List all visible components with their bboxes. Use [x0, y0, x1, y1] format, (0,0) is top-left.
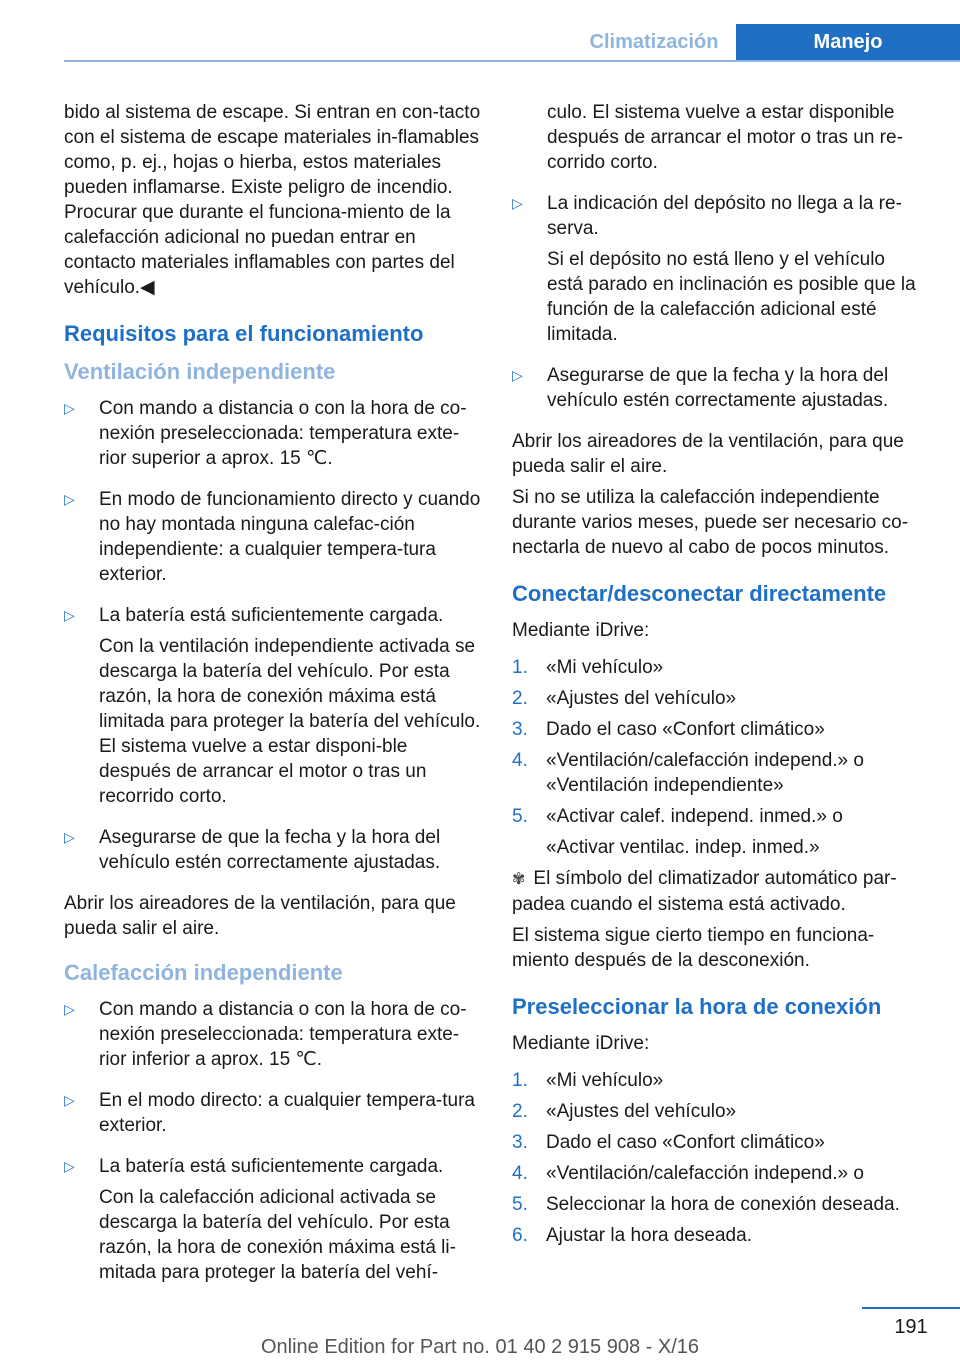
list-item-text: Asegurarse de que la fecha y la hora del vehículo estén correctamente ajustadas. — [547, 365, 889, 411]
paragraph-meses: Si no se utiliza la calefacción independiente durante varios meses, puede ser necesario co-nectarla de nuevo al cabo de pocos minutos. — [512, 487, 909, 558]
list-item — [64, 396, 484, 477]
bullet-triangle-icon: ▷ — [64, 829, 75, 845]
list-item — [64, 1088, 484, 1144]
step-item: 4. «Ventilación/calefacción independ.» o — [512, 1163, 864, 1184]
vent-note: Abrir los aireadores de la ventilación, para que pueda salir el aire. — [64, 893, 456, 939]
step-item: 5. Seleccionar la hora de conexión deseada. — [512, 1194, 900, 1215]
right-column — [512, 100, 926, 1254]
bullet-triangle-icon: ▷ — [512, 195, 523, 211]
footer-edition: Online Edition for Part no. 01 40 2 915 908 - X/16 — [260, 1336, 700, 1358]
bullet-triangle-icon: ▷ — [64, 1158, 75, 1174]
step-item: 6. Ajustar la hora deseada. — [512, 1225, 752, 1246]
page-header — [0, 0, 960, 62]
list-item-subtext: Si el depósito no está lleno y el vehículo está parado en inclinación es posible que la función de la calefacción adicional esté limitada. — [547, 249, 916, 345]
step-item-continued: «Activar ventilac. indep. inmed.» — [546, 837, 820, 858]
bullet-triangle-icon: ▷ — [64, 1092, 75, 1108]
header-divider — [64, 60, 960, 62]
section-tab-manejo[interactable]: Manejo — [736, 24, 960, 60]
list-item-text: En el modo directo: a cualquier tempera-tura exterior. — [99, 1090, 475, 1136]
step-item: 5. «Activar calef. independ. inmed.» o — [512, 806, 843, 827]
list-item-text: Asegurarse de que la fecha y la hora del vehículo estén correctamente ajustadas. — [99, 827, 441, 873]
heading-requisitos: Requisitos para el funcionamiento — [64, 321, 424, 346]
fan-icon: ✾ — [512, 871, 526, 888]
bullet-triangle-icon: ▷ — [64, 400, 75, 416]
page-number-rule — [862, 1307, 960, 1309]
list-item-text: En modo de funcionamiento directo y cuando no hay montada ninguna calefac-ción independiente: a cualquier tempera-tura exterior. — [99, 489, 481, 585]
list-item-text: La batería está suficientemente cargada. — [99, 605, 444, 626]
step-item: 2. «Ajustes del vehículo» — [512, 688, 737, 709]
step-item: 1. «Mi vehículo» — [512, 1070, 664, 1091]
list-item — [512, 191, 926, 353]
step-item: 1. «Mi vehículo» — [512, 657, 664, 678]
idrive-label: Mediante iDrive: — [512, 1033, 650, 1054]
intro-paragraph: bido al sistema de escape. Si entran en con-tacto con el sistema de escape materiales in-flamables como, p. ej., hojas o hierba, estos materiales pueden inflamarse. Existe peligro de incendio. Procurar que durante el funciona-miento de la calefacción adicional no puedan entrar en contacto materiales inflamables con partes del vehículo.◀ — [64, 102, 481, 298]
bullet-triangle-icon: ▷ — [64, 491, 75, 507]
list-item-text: Con mando a distancia o con la hora de co-nexión preseleccionada: temperatura exte-rior inferior a aprox. 15 ℃. — [99, 999, 467, 1070]
heading-calefaccion: Calefacción independiente — [64, 960, 343, 985]
paragraph-desconexion: El sistema sigue cierto tiempo en funciona-miento después de la desconexión. — [512, 925, 875, 971]
list-item — [64, 825, 484, 881]
heading-preseleccionar: Preseleccionar la hora de conexión — [512, 994, 882, 1019]
list-item-subtext: culo. El sistema vuelve a estar disponible después de arrancar el motor o tras un re-corrido corto. — [547, 102, 903, 173]
paragraph-aireadores: Abrir los aireadores de la ventilación, para que pueda salir el aire. — [512, 431, 904, 477]
heading-ventilacion: Ventilación independiente — [64, 359, 336, 384]
step-item: 2. «Ajustes del vehículo» — [512, 1101, 737, 1122]
list-item-subtext: Con la ventilación independiente activada se descarga la batería del vehículo. Por esta razón, la hora de conexión máxima está limitada para proteger la batería del vehículo. El sistema vuelve a estar disponi-ble después de arrancar el motor o tras un recorrido corto. — [99, 636, 481, 807]
step-item: 3. Dado el caso «Confort climático» — [512, 719, 825, 740]
list-item-subtext: Con la calefacción adicional activada se descarga la batería del vehículo. Por esta razón, la hora de conexión máxima está li-mitada para proteger la batería del vehí- — [99, 1187, 456, 1283]
symbol-note: ✾ El símbolo del climatizador automático par-padea cuando el sistema está activado. — [512, 868, 897, 915]
step-item: 3. Dado el caso «Confort climático» — [512, 1132, 825, 1153]
bullet-triangle-icon: ▷ — [512, 367, 523, 383]
idrive-label: Mediante iDrive: — [512, 620, 650, 641]
list-item — [64, 603, 484, 815]
list-item — [64, 1154, 484, 1291]
list-item-text: La indicación del depósito no llega a la re-serva. — [547, 193, 902, 239]
heading-conectar: Conectar/desconectar directamente — [512, 581, 887, 606]
list-item — [64, 997, 484, 1078]
list-item-text: La batería está suficientemente cargada. — [99, 1156, 444, 1177]
list-item — [512, 363, 926, 419]
list-item — [64, 487, 484, 593]
bullet-triangle-icon: ▷ — [64, 1001, 75, 1017]
list-item-text: Con mando a distancia o con la hora de co-nexión preseleccionada: temperatura exte-rior superior a aprox. 15 ℃. — [99, 398, 467, 469]
step-item: 4. «Ventilación/calefacción independ.» o «Ventilación independiente» — [512, 750, 864, 796]
section-tab-climatizacion[interactable]: Climatización — [589, 30, 719, 53]
left-column — [64, 100, 484, 1301]
page-number: 191 — [894, 1316, 928, 1338]
list-item-continued — [512, 100, 926, 181]
bullet-triangle-icon: ▷ — [64, 607, 75, 623]
